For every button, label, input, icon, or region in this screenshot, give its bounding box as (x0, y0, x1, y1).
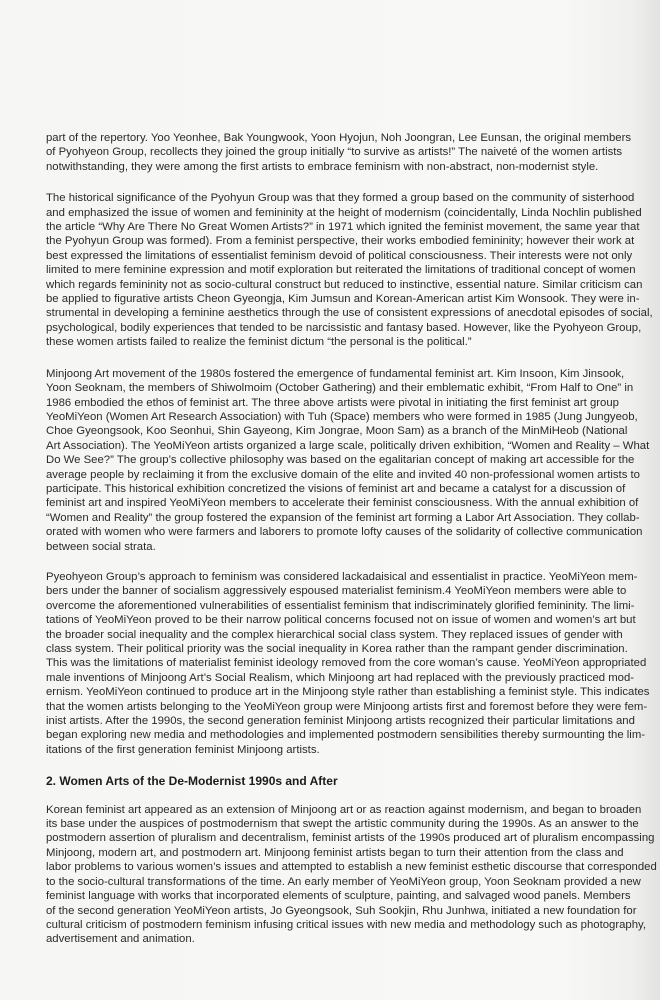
text-line: that the women artists belonging to the YeoMiYeon group were Minjoong artists first and foremost before they were fem- (46, 700, 648, 713)
text-line: orated with women who were farmers and laborers to promote lofty causes of the solidarity of collective communication (46, 526, 643, 539)
text-line: Minjoong, modern art, and postmodern art. Minjoong feminist artists began to turn their attention from the class and (46, 846, 624, 859)
paragraph-2 (46, 191, 660, 349)
text-line: began exploring new media and methodologies and implemented postmodern sensibilities thereby surmounting the lim- (46, 729, 646, 742)
text-line: average people by reclaiming it from the exclusive domain of the elite and invited 40 non-professional women artists to (46, 468, 640, 481)
text-line: of the second generation YeoMiYeon artists, Jo Gyeongsook, Suh Sookjin, Rhu Junhwa, initiated a new foundation for (46, 904, 637, 917)
text-line: advertisement and animation. (46, 933, 195, 946)
text-line: This was the limitations of materialist feminist ideology removed from the core woman’s cause. YeoMiYeon appropriated (46, 657, 647, 670)
text-line: be applied to figurative artists Cheon Gyeongja, Kim Jumsun and Korean-American artist Kim Wonsook. They were in- (46, 293, 640, 306)
section-heading: 2. Women Arts of the De-Modernist 1990s and After (46, 774, 338, 789)
text-line: tations of YeoMiYeon proved to be their narrow political concerns focused not on issue of women and women’s art but (46, 614, 636, 627)
text-line: which regards femininity not as socio-cultural construct but reduced to instinctive, essential nature. Similar criticism can (46, 278, 643, 291)
text-line: its base under the auspices of postmodernism that swept the artistic community during the 1990s. As an answer to the (46, 818, 639, 831)
paragraph-4 (46, 570, 660, 757)
paragraph-5 (46, 803, 660, 947)
text-line: best expressed the limitations of essentialist feminism devoid of political consciousness. Their interests were not only (46, 249, 633, 262)
text-line: YeoMiYeon (Women Art Research Association) with Tuh (Space) members who were formed in 1985 (Jung Jungyeob, (46, 410, 638, 423)
text-line: notwithstanding, they were among the first artists to embrace feminism with non-abstract, non-modernist style. (46, 160, 599, 173)
text-line: psychological, bodily experiences that tended to be narcissistic and fantasy based. However, like the Pyohyeon Group, (46, 321, 642, 334)
text-line: Choe Gyeongsook, Koo Seonhui, Shin Gayeong, Kim Jongrae, Moon Sam) as a branch of the MinMiHeob (National (46, 425, 628, 438)
text-line: 1986 embodied the ethos of feminist art. The three above artists were pivotal in initiating the first feminist art group (46, 396, 619, 409)
text-line: participate. This historical exhibition concretized the visions of feminist art and became a catalyst for a discussion of (46, 482, 626, 495)
text-line: the article “Why Are There No Great Women Artists?” in 1971 which ignited the feminist movement, the same year that (46, 221, 640, 234)
text-line: Yoon Seoknam, the members of Shiwolmoim (October Gathering) and their emblematic exhibit, “From Half to One” in (46, 382, 634, 395)
text-line: postmodern assertion of pluralism and decentralism, feminist artists of the 1990s produced art of pluralism encompassing (46, 832, 655, 845)
text-line: Art Association). The YeoMiYeon artists organized a large scale, politically driven exhibition, “Women and Reality – What (46, 439, 650, 452)
text-line: part of the repertory. Yoo Yeonhee, Bak Youngwook, Yoon Hyojun, Noh Joongran, Lee Eunsan, the original members (46, 132, 632, 144)
text-line: the broader social inequality and the complex hierarchical social class system. They replaced issues of gender with (46, 628, 623, 641)
text-line: feminist art and inspired YeoMiYeon members to accelerate their feminist consciousness. With the annual exhibition of (46, 497, 639, 510)
text-line: limited to mere feminine expression and motif exploration but reiterated the limitations of traditional concept of women (46, 264, 636, 277)
paragraph-3 (46, 367, 660, 554)
text-line: strumental in developing a feminine aesthetics through the use of consistent expressions of anecdotal episodes of social, (46, 307, 653, 320)
text-line: Minjoong Art movement of the 1980s fostered the emergence of fundamental feminist art. Kim Insoon, Kim Jinsook, (46, 367, 625, 380)
page-body (46, 131, 660, 947)
text-line: itations of the first generation feminist Minjoong artists. (46, 743, 320, 756)
text-line: male inventions of Minjoong Art’s Social Realism, which Minjoong art had replaced with the previously practiced mod- (46, 671, 635, 684)
paragraph-1 (46, 131, 660, 174)
text-line: Korean feminist art appeared as an extension of Minjoong art or as reaction against modernism, and began to broaden (46, 803, 642, 816)
text-line: overcome the aforementioned vulnerabilities of essentialist feminism that indiscriminately glorified femininity. The limi- (46, 599, 635, 612)
text-line: these women artists failed to realize the feminist dictum “the personal is the political.” (46, 336, 472, 349)
text-line: The historical significance of the Pyohyun Group was that they formed a group based on the community of sisterhood (46, 192, 635, 205)
text-line: to the socio-cultural transformations of the time. An early member of YeoMiYeon group, Yoon Seoknam provided a new (46, 875, 641, 888)
text-line: between social strata. (46, 540, 156, 553)
text-line: the Pyohyun Group was formed). From a feminist perspective, their works embodied femininity; however their work at (46, 235, 635, 248)
text-line: Pyeohyeon Group’s approach to feminism was considered lackadaisical and essentialist in practice. YeoMiYeon mem- (46, 570, 638, 583)
text-line: cultural criticism of postmodern feminism infusing critical issues with new media and methodology such as photography, (46, 918, 647, 931)
text-line: class system. Their political priority was the social inequality in Korea rather than the rampant gender discrimination. (46, 643, 628, 655)
text-line: ernism. YeoMiYeon continued to produce art in the Minjoong style rather than establishing a feminist style. This indicates (46, 686, 650, 699)
text-line: of Pyohyeon Group, recollects they joined the group initially “to survive as artists!” The naiveté of the women artists (46, 146, 623, 159)
text-line: labor problems to various women’s issues and attempted to establish a new feminist esthetic discourse that corresponded (46, 861, 657, 874)
text-line: Do We See?” The group’s collective philosophy was based on the egalitarian concept of making art accessible for the (46, 454, 635, 467)
text-line: and emphasized the issue of women and femininity at the height of modernism (coincidentally, Linda Nochlin published (46, 206, 642, 219)
text-line: inist artists. After the 1990s, the second generation feminist Minjoong artists recognized their particular limitations and (46, 715, 635, 728)
text-line: “Women and Reality” the group fostered the expansion of the feminist art forming a Labor Art Association. They collab- (46, 511, 640, 524)
text-line: bers under the banner of socialism aggressively espoused materialist feminism.4 YeoMiYeon members were able to (46, 585, 627, 598)
text-line: feminist language with works that incorporated elements of sculpture, painting, and salvaged wood panels. Members (46, 890, 631, 903)
